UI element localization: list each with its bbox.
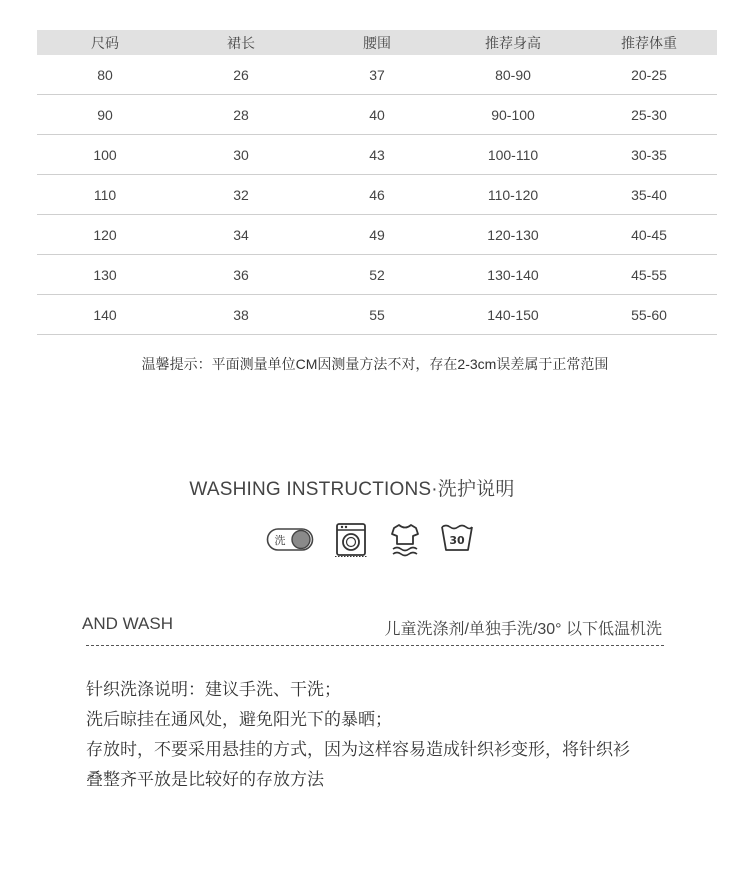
table-cell: 38 (173, 295, 309, 335)
table-cell: 30-35 (581, 135, 717, 175)
instruction-line-1: 针织洗涤说明：建议手洗、干洗； (86, 680, 341, 699)
table-cell: 49 (309, 215, 445, 255)
table-row (37, 255, 717, 295)
table-cell: 120-130 (445, 215, 581, 255)
table-row (37, 215, 717, 255)
table-row (37, 135, 717, 175)
hand-wash-label: 洗 (274, 534, 286, 547)
header-waist: 腰围 (309, 30, 445, 55)
table-cell: 32 (173, 175, 309, 215)
table-cell: 110-120 (445, 175, 581, 215)
table-cell: 37 (309, 55, 445, 95)
table-cell: 43 (309, 135, 445, 175)
table-cell: 130-140 (445, 255, 581, 295)
table-cell: 26 (173, 55, 309, 95)
table-cell: 100 (37, 135, 173, 175)
header-weight: 推荐体重 (581, 30, 717, 55)
table-cell: 90 (37, 95, 173, 135)
hand-wash-toggle-icon (266, 526, 316, 554)
table-cell: 34 (173, 215, 309, 255)
table-cell: 55 (309, 295, 445, 335)
size-table-header (37, 30, 717, 55)
wash-30-icon (440, 523, 474, 553)
shirt-wash-icon (390, 522, 420, 558)
table-cell: 45-55 (581, 255, 717, 295)
washing-icons (266, 520, 476, 560)
table-cell: 120 (37, 215, 173, 255)
instruction-line-3: 存放时，不要采用悬挂的方式，因为这样容易造成针织衫变形，将针织衫 (86, 740, 630, 759)
header-skirt-length: 裙长 (173, 30, 309, 55)
dashed-divider (86, 645, 664, 646)
table-row (37, 55, 717, 95)
table-cell: 46 (309, 175, 445, 215)
table-cell: 52 (309, 255, 445, 295)
table-cell: 90-100 (445, 95, 581, 135)
measurement-note: 温馨提示：平面测量单位CM因测量方法不对，存在2-3cm误差属于正常范围 (141, 356, 609, 372)
table-cell: 35-40 (581, 175, 717, 215)
table-cell: 140-150 (445, 295, 581, 335)
washing-title: WASHING INSTRUCTIONS·洗护说明 (189, 479, 515, 500)
table-cell: 36 (173, 255, 309, 295)
table-cell: 130 (37, 255, 173, 295)
and-wash-label: AND WASH (82, 614, 173, 633)
table-row (37, 175, 717, 215)
table-cell: 20-25 (581, 55, 717, 95)
table-cell: 40-45 (581, 215, 717, 255)
table-cell: 55-60 (581, 295, 717, 335)
instruction-line-4: 叠整齐平放是比较好的存放方法 (86, 770, 324, 789)
table-cell: 80 (37, 55, 173, 95)
table-cell: 140 (37, 295, 173, 335)
wash-detail-text: 儿童洗涤剂/单独手洗/30° 以下低温机洗 (384, 621, 662, 638)
table-cell: 80-90 (445, 55, 581, 95)
table-cell: 30 (173, 135, 309, 175)
wash-temperature-label: 30 (449, 534, 465, 547)
washing-machine-icon (334, 522, 368, 558)
header-size: 尺码 (37, 30, 173, 55)
table-cell: 25-30 (581, 95, 717, 135)
size-table (37, 30, 717, 335)
table-row (37, 295, 717, 335)
table-cell: 110 (37, 175, 173, 215)
table-row (37, 95, 717, 135)
instruction-line-2: 洗后晾挂在通风处，避免阳光下的暴晒； (86, 710, 392, 729)
header-height: 推荐身高 (445, 30, 581, 55)
table-cell: 28 (173, 95, 309, 135)
table-cell: 100-110 (445, 135, 581, 175)
table-cell: 40 (309, 95, 445, 135)
